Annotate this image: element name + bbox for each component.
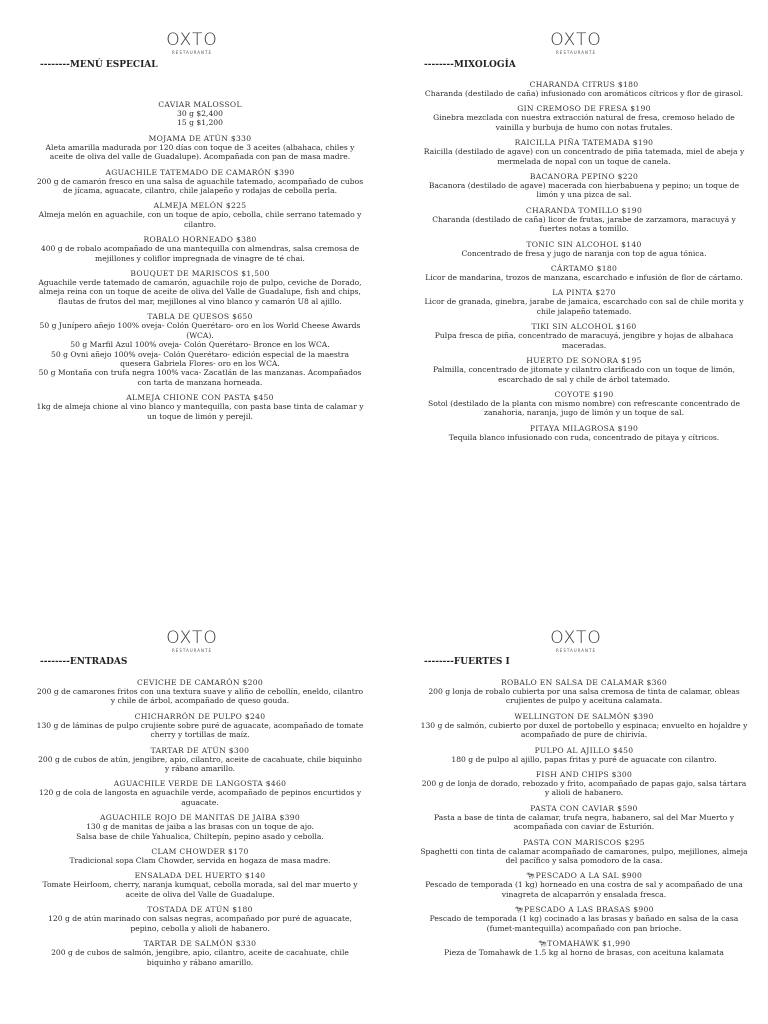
item-desc: Sotol (destilado de la planta con mismo nombre) con refrescante concentrado de zanahoria, naranja, jugo de limón y un toque de sal. [428, 398, 740, 418]
menu-item [36, 847, 364, 865]
menu-item [36, 905, 364, 933]
item-name: ROBALO EN SALSA DE CALAMAR $360 [500, 678, 667, 687]
item-desc: 50 g Junípero añejo 100% oveja- Colón Querétaro- oro en los World Cheese Awards (WCA). [39, 321, 361, 340]
restaurant-logo [384, 630, 768, 653]
menu-item [420, 172, 748, 200]
item-name: COYOTE $190 [554, 389, 614, 399]
item-name: 🐄PESCADO A LAS BRASAS $900 [514, 905, 654, 915]
item-desc: 130 g de manitas de jaiba a las brasas con un toque de ajo. [86, 822, 314, 832]
menu-item [420, 746, 748, 764]
item-desc: Licor de granada, ginebra, jarabe de jamaica, escarchado con sal de chile morita y chile jalapeño tatemado. [424, 297, 744, 316]
menu-page-fuertes [384, 512, 768, 1024]
item-name: CHICHARRÓN DE PULPO $240 [134, 711, 266, 721]
item-name: AGUACHILE VERDE DE LANGOSTA $460 [113, 779, 287, 789]
item-desc: 200 g de cubos de atún, jengibre, apio, cilantro, aceite de cacahuate, chile biquinho y rábano amarillo. [38, 754, 362, 774]
menu-items [420, 678, 748, 964]
menu-item [36, 168, 364, 196]
menu-item [36, 779, 364, 807]
menu-item [420, 804, 748, 832]
item-desc: Almeja melón en aguachile, con un toque de apio, cebolla, chile serrano tatemado y cilantro. [38, 210, 362, 229]
item-desc: Tradicional sopa Clam Chowder, servida en hogaza de masa madre. [69, 856, 331, 866]
item-name: PITAYA MILAGROSA $190 [529, 423, 639, 433]
menu-item [420, 905, 748, 933]
item-desc: Palmilla, concentrado de jitomate y cilantro clarificado con un toque de limón, escarchado de sal y chile de árbol tatemado. [432, 365, 735, 384]
menu-item [36, 235, 364, 263]
item-desc: 200 g de camarón fresco en una salsa de aguachile tatemado, acompañado de cubos de jícama, aguacate, cilantro, chile jalapeño y rodajas de cebolla perla. [36, 176, 364, 196]
item-name: RAICILLA PIÑA TATEMADA $190 [514, 138, 654, 148]
logo-subtitle: RESTAURANTE [556, 50, 596, 55]
logo-mark: OXTO [166, 30, 218, 50]
menu-item [36, 134, 364, 162]
logo-mark: OXTO [550, 30, 602, 50]
item-name: ENSALADA DEL HUERTO $140 [134, 871, 266, 881]
item-name: ALMEJA CHIONE CON PASTA $450 [126, 393, 274, 403]
item-name: TABLA DE QUESOS $650 [147, 312, 253, 322]
menu-item [36, 746, 364, 774]
menu-item [420, 80, 748, 98]
item-desc: 200 g lonja de robalo cubierta por una salsa cremosa de tinta de calamar, obleas crujientes de pulpo y aceituna calamata. [428, 687, 740, 706]
item-name: AGUACHILE TATEMADO DE CAMARÓN $390 [105, 167, 295, 177]
logo-subtitle: RESTAURANTE [172, 50, 212, 55]
menu-item [420, 206, 748, 234]
logo-subtitle: RESTAURANTE [172, 648, 212, 653]
menu-item [36, 712, 364, 740]
item-desc: Licor de mandarina, trozos de manzana, escarchado e infusión de flor de cártamo. [425, 273, 743, 283]
item-desc: Aleta amarilla madurada por 120 días con toque de 3 aceites (albahaca, chiles y aceite de oliva del valle de Guadalupe). Acompañada con pan de masa madre. [45, 142, 355, 162]
menu-item [420, 838, 748, 866]
menu-page-especial [0, 0, 384, 512]
item-name: PASTA CON MARISCOS $295 [523, 837, 645, 847]
item-name: CÁRTAMO $180 [550, 264, 618, 274]
menu-item [420, 390, 748, 418]
menu-item [420, 104, 748, 132]
item-desc: 120 g de atún marinado con salsas negras, acompañado por puré de aguacate, pepino, cebolla y alioli de habanero. [48, 914, 352, 933]
item-name: BACANORA PEPINO $220 [529, 172, 639, 182]
item-name: CHARANDA CITRUS $180 [529, 80, 639, 89]
menu-item [420, 939, 748, 957]
menu-item [36, 393, 364, 421]
item-desc: 180 g de pulpo al ajillo, papas fritas y puré de aguacate con cilantro. [451, 754, 717, 764]
item-desc: Charanda (destilado de caña) infusionado con aromáticos cítricos y flor de girasol. [424, 89, 744, 98]
menu-item [420, 678, 748, 706]
menu-item [36, 100, 364, 128]
item-name: LA PINTA $270 [552, 288, 616, 298]
menu-items [36, 678, 364, 973]
item-desc: 400 g de robalo acompañado de una mantequilla con almendras, salsa cremosa de mejillones y coliflor impregnada de vinagre de té chai. [40, 244, 360, 263]
menu-item [420, 871, 748, 899]
section-title: --------ENTRADAS [40, 657, 128, 667]
item-name: TARTAR DE ATÚN $300 [150, 745, 250, 755]
item-desc: Tequila blanco infusionado con ruda, concentrado de pitaya y cítricos. [448, 432, 720, 442]
logo-subtitle: RESTAURANTE [556, 648, 596, 653]
menu-item [420, 424, 748, 442]
item-desc: Ginebra mezclada con nuestra extracción natural de fresa, cremoso helado de vainilla y burbuja de humo con notas frutales. [433, 113, 735, 132]
item-desc: 1kg de almeja chione al vino blanco y mantequilla, con pasta base tinta de calamar y un toque de limón y perejil. [36, 402, 364, 421]
section-title: --------FUERTES I [424, 657, 510, 667]
menu-item [420, 356, 748, 384]
restaurant-logo [0, 32, 384, 55]
item-desc: 200 g de lonja de dorado, rebozado y frito, acompañado de papas gajo, salsa tártara y alioli de habanero. [421, 779, 747, 798]
menu-item [420, 264, 748, 282]
item-desc: 130 g de láminas de pulpo crujiente sobre puré de aguacate, acompañado de tomate cherry y tortillas de maíz. [36, 720, 364, 740]
logo-mark: OXTO [550, 628, 602, 648]
item-desc: 200 g de camarones fritos con una textura suave y aliño de cebollín, eneldo, cilantro y chile de árbol, acompañado de queso gouda. [36, 687, 364, 706]
item-desc: Concentrado de fresa y jugo de naranja con top de agua tónica. [461, 248, 707, 258]
menu-item [420, 322, 748, 350]
item-name: TOSTADA DE ATÚN $180 [147, 905, 253, 915]
menu-item [420, 712, 748, 740]
menu-item [36, 813, 364, 841]
item-desc: 15 g $1,200 [177, 118, 223, 128]
logo-mark: OXTO [166, 628, 218, 648]
item-desc: 120 g de cola de langosta en aguachile verde, acompañado de pepinos encurtidos y aguacate. [38, 788, 362, 807]
menu-item [36, 312, 364, 387]
item-name: ALMEJA MELÓN $225 [153, 201, 247, 211]
menu-items [36, 100, 364, 427]
menu-item [420, 770, 748, 798]
item-name: CLAM CHOWDER $170 [151, 847, 249, 857]
item-desc: 200 g de cubos de salmón, jengibre, apio, cilantro, aceite de cacahuate, chile biquinho y rábano amarillo. [51, 948, 349, 967]
item-name: GIN CREMOSO DE FRESA $190 [517, 104, 651, 114]
menu-page-mixologia [384, 0, 768, 512]
item-desc: 50 g Montaña con trufa negra 100% vaca- Zacatlán de las manzanas. Acompañados con tarta de manzana horneada. [38, 368, 362, 387]
menu-item [36, 269, 364, 306]
item-desc: Charanda (destilado de caña) licor de frutas, jarabe de zarzamora, maracuyá y fuertes notas a tomillo. [432, 214, 736, 234]
restaurant-logo [384, 32, 768, 55]
item-name: ROBALO HORNEADO $380 [143, 235, 257, 245]
item-name: FISH AND CHIPS $300 [535, 770, 633, 780]
item-desc: Pescado de temporada (1 kg) horneado en una costra de sal y acompañado de una vinagreta de alcaparrón y ensalada fresca. [425, 880, 743, 899]
item-name: PASTA CON CAVIAR $590 [530, 803, 638, 813]
item-desc: 50 g Marfil Azul 100% oveja- Colón Querétaro- Bronce en los WCA. [70, 340, 330, 350]
menu-item [420, 240, 748, 258]
item-name: 🐄TOMAHAWK $1,990 [537, 939, 631, 949]
item-name: TIKI SIN ALCOHOL $160 [531, 322, 637, 332]
item-desc: Raicilla (destilado de agave) con un concentrado de piña tatemada, miel de abeja y mermelada de nopal con un toque de canela. [423, 147, 745, 166]
section-title: --------MIXOLOGÍA [424, 60, 516, 70]
menu-page-entradas [0, 512, 384, 1024]
item-name: TONIC SIN ALCOHOL $140 [526, 239, 642, 249]
item-name: MOJAMA DE ATÚN $330 [148, 133, 252, 143]
item-name: CHARANDA TOMILLO $190 [525, 205, 643, 215]
item-desc: Salsa base de chile Yahualica, Chiltepín, pepino asado y cebolla. [76, 831, 324, 841]
item-desc: 30 g $2,400 [177, 109, 223, 118]
restaurant-logo [0, 630, 384, 653]
menu-item [420, 138, 748, 166]
item-name: 🐄PESCADO A LA SAL $900 [525, 871, 643, 881]
item-desc: Pulpa fresca de piña, concentrado de maracuyá, jengibre y hojas de albahaca maceradas. [434, 331, 734, 350]
item-name: WELLINGTON DE SALMÓN $390 [514, 711, 654, 721]
item-desc: Pescado de temporada (1 kg) cocinado a las brasas y bañado en salsa de la casa (fumet-mantequilla) acompañado con pan brioche. [429, 914, 739, 933]
item-desc: Bacanora (destilado de agave) macerada con hierbabuena y pepino; un toque de limón y una pizca de sal. [428, 181, 740, 200]
item-desc: Tomate Heirloom, cherry, naranja kumquat, cebolla morada, sal del mar muerto y aceite de oliva del Valle de Guadalupe. [42, 880, 358, 899]
menu-item [36, 939, 364, 967]
item-desc: Pieza de Tomahawk de 1.5 kg al horno de brasas, con aceituna kalamata [444, 948, 724, 958]
item-name: HUERTO DE SONORA $195 [526, 356, 642, 366]
item-name: TARTAR DE SALMÓN $330 [143, 939, 257, 949]
section-title: --------MENÚ ESPECIAL [40, 60, 158, 70]
menu-item [36, 871, 364, 899]
item-desc: Spaghetti con tinta de calamar acompañado de camarones, pulpo, mejillones, almeja del pacífico y salsa pomodoro de la casa. [420, 846, 748, 866]
menu-item [420, 288, 748, 316]
item-desc: 50 g Ovni añejo 100% oveja- Colón Querétaro- edición especial de la maestra quesera Gabriela Flores- oro en los WCA. [51, 349, 349, 368]
item-desc: 130 g de salmón, cubierto por duxel de portobello y espinaca; envuelto en hojaldre y acompañado de pure de chirivía. [420, 720, 748, 740]
item-name: AGUACHILE ROJO DE MANITAS DE JAIBA $390 [99, 813, 301, 823]
menu-item [36, 201, 364, 229]
menu-item [36, 678, 364, 706]
item-name: CAVIAR MALOSSOL [158, 100, 242, 109]
item-desc: Aguachile verde tatemado de camarón, aguachile rojo de pulpo, ceviche de Dorado, almeja reina con un toque de aceite de oliva del Valle de Guadalupe, fish and chips, flautas de frutos del mar, mejillones al vino blanco y camarón U8 al ajillo. [38, 278, 362, 306]
item-name: BOUQUET DE MARISCOS $1,500 [130, 269, 270, 279]
item-desc: Pasta a base de tinta de calamar, trufa negra, habanero, sal del Mar Muerto y acompañada con caviar de Esturión. [433, 812, 734, 832]
item-name: PULPO AL AJILLO $450 [534, 745, 634, 755]
item-name: CEVICHE DE CAMARÓN $200 [136, 678, 264, 687]
menu-items [420, 80, 748, 448]
